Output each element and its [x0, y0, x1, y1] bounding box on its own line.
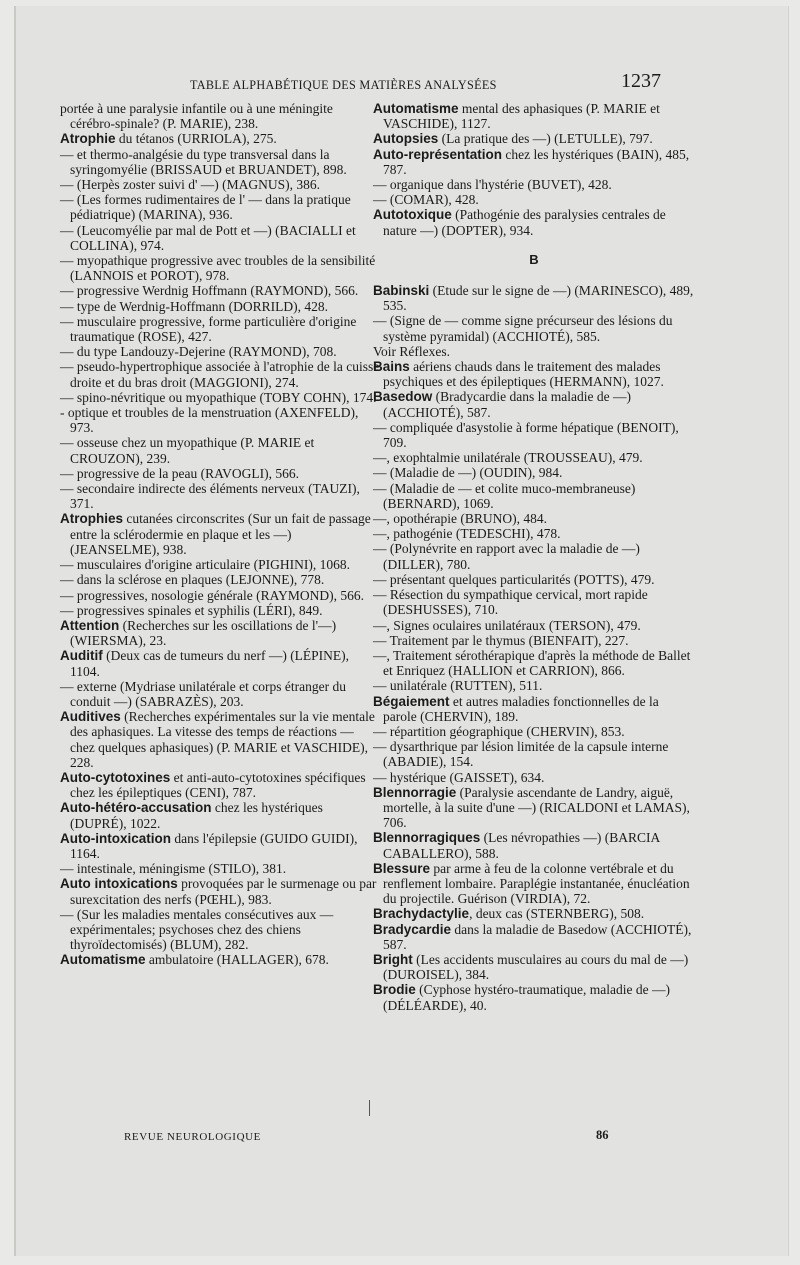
index-entry — [60, 131, 380, 146]
entry-keyword: Blessure — [373, 860, 431, 876]
entry-keyword: Brachydactylie — [373, 906, 470, 922]
column-divider — [369, 1100, 370, 1116]
entry-keyword: Brodie — [373, 982, 416, 998]
entry-text: (Les accidents musculaires au cours du mal de —) (DUROISEL), 384. — [383, 951, 689, 983]
entry-text: —, Traitement sérothérapique d'après la méthode de Ballet et Enriquez (HALLION et CARRION), 866. — [373, 647, 691, 679]
entry-text: — présentant quelques particularités (POTTS), 479. — [373, 571, 655, 587]
entry-text: — (Polynévrite en rapport avec la maladie de —) (DILLER), 780. — [373, 541, 640, 572]
entry-text: — myopathique progressive avec troubles de la sensibilité (LANNOIS et POROT), 978. — [60, 253, 376, 284]
entry-text: — spino-névritique ou myopathique (TOBY COHN), 174. — [60, 389, 377, 405]
index-entry — [373, 982, 695, 1012]
entry-text: dans l'épilepsie (GUIDO GUIDI), 1164. — [70, 830, 358, 861]
entry-text: — hystérique (GAISSET), 634. — [373, 769, 545, 785]
entry-text: — (Herpès zoster suivi d' —) (MAGNUS), 386. — [60, 177, 321, 193]
entry-text: et autres maladies fonctionnelles de la parole (CHERVIN), 189. — [383, 693, 659, 724]
index-entry — [60, 223, 380, 253]
entry-text: (Deux cas de tumeurs du nerf —) (LÉPINE), 1104. — [70, 648, 350, 679]
entry-text: — externe (Mydriase unilatérale et corps étranger du conduit —) (SABRAZÈS), 203. — [60, 678, 346, 709]
index-entry — [60, 679, 380, 709]
entry-text: — (Sur les maladies mentales consécutives aux — expérimentales; psychoses chez des chiens thyroïdectomisés) (BLUM), 282. — [60, 906, 334, 953]
entry-keyword: Bradycardie — [373, 921, 452, 937]
index-entry — [373, 922, 695, 952]
entry-text: — progressives spinales et syphilis (LÉRI), 849. — [60, 602, 323, 618]
index-entry — [373, 830, 695, 860]
entry-text: — (Les formes rudimentaires de l' — dans la pratique pédiatrique) (MARINA), 936. — [60, 192, 351, 223]
section-letter: B — [529, 251, 539, 267]
index-entry — [60, 101, 380, 131]
entry-text: — progressives, nosologie générale (RAYMOND), 566. — [60, 587, 364, 603]
entry-keyword: Auto-représentation — [373, 146, 503, 162]
index-entry — [373, 283, 695, 313]
entry-text: —, exophtalmie unilatérale (TROUSSEAU), 479. — [373, 450, 643, 466]
entry-text: — secondaire indirecte des éléments nerveux (TAUZI), 371. — [60, 481, 360, 512]
index-entry — [373, 678, 695, 693]
entry-text: (La pratique des —) (LETULLE), 797. — [438, 131, 653, 147]
entry-keyword: Autopsies — [373, 131, 439, 147]
entry-keyword: Bains — [373, 359, 410, 375]
entry-text: (Etude sur le signe de —) (MARINESCO), 489, 535. — [383, 283, 694, 314]
entry-text: (Recherches expérimentales sur la vie mentale des aphasiques. La vitesse des temps de réactions — chez quelques aphasiques) (P. MARIE et VASCHIDE), 228. — [70, 709, 375, 770]
entry-text: du tétanos (URRIOLA), 275. — [115, 131, 277, 147]
index-entry — [373, 739, 695, 769]
running-title: TABLE ALPHABÉTIQUE DES MATIÈRES ANALYSÉES — [190, 78, 497, 92]
index-entry — [373, 192, 695, 207]
index-entry — [60, 861, 380, 876]
index-entry — [373, 906, 695, 921]
index-entry — [373, 344, 695, 359]
index-entry — [373, 526, 695, 541]
index-entry — [373, 101, 695, 131]
entry-text: — (Maladie de —) (OUDIN), 984. — [373, 465, 563, 481]
index-entry — [60, 831, 380, 861]
page-number: 1237 — [621, 70, 661, 92]
entry-keyword: Auditives — [60, 709, 121, 725]
entry-text: (Pathogénie des paralysies centrales de nature —) (DOPTER), 934. — [383, 207, 666, 238]
entry-text: Voir Réflexes. — [373, 343, 450, 359]
entry-text: — (Maladie de — et colite muco-membraneuse) (BERNARD), 1069. — [373, 480, 636, 511]
right-column-top — [373, 101, 695, 238]
entry-text: chez les hystériques (DUPRÉ), 1022. — [70, 800, 323, 831]
footer-journal: REVUE NEUROLOGIQUE — [124, 1131, 261, 1143]
index-entry — [373, 694, 695, 724]
index-entry — [60, 344, 380, 359]
entry-text: — du type Landouzy-Dejerine (RAYMOND), 708. — [60, 344, 337, 360]
entry-text: — osseuse chez un myopathique (P. MARIE et CROUZON), 239. — [60, 435, 315, 466]
index-entry — [373, 770, 695, 785]
entry-text: ambulatoire (HALLAGER), 678. — [145, 952, 329, 968]
entry-text: — musculaire progressive, forme particulière d'origine traumatique (ROSE), 427. — [60, 313, 357, 345]
entry-text: —, opothérapie (BRUNO), 484. — [373, 511, 547, 527]
index-entry — [60, 588, 380, 603]
entry-text: — et thermo-analgésie du type transversal dans la syringomyélie (BRISSAUD et BRUANDET), 898. — [60, 146, 347, 177]
entry-text: (Bradycardie dans la maladie de —) (ACCHIOTÉ), 587. — [383, 389, 631, 420]
entry-text: provoquées par le surmenage ou par surexcitation des nerfs (PŒHL), 983. — [70, 876, 377, 907]
entry-text: (Les névropathies —) (BARCIA CABALLERO), 588. — [383, 830, 660, 861]
entry-keyword: Bright — [373, 951, 413, 967]
entry-text: (Recherches sur les oscillations de l'—) (WIERSMA), 23. — [70, 617, 337, 649]
index-entry — [60, 405, 380, 435]
footer-signature: 86 — [596, 1128, 609, 1142]
entry-text: — Résection du sympathique cervical, mort rapide (DESHUSSES), 710. — [373, 587, 648, 618]
index-entry — [373, 541, 695, 571]
index-entry — [60, 648, 380, 678]
left-column — [60, 101, 380, 968]
entry-keyword: Attention — [60, 617, 120, 633]
index-entry — [60, 299, 380, 314]
entry-keyword: Atrophie — [60, 131, 116, 147]
index-entry — [373, 465, 695, 480]
entry-text: aériens chauds dans le traitement des malades psychiques et des épileptiques (HERMANN), 1027. — [383, 359, 664, 390]
index-entry — [373, 952, 695, 982]
entry-text: portée à une paralysie infantile ou à une méningite cérébro-spinale? (P. MARIE), 238. — [60, 101, 333, 132]
entry-text: (Paralysie ascendante de Landry, aiguë, mortelle, à la suite d'une —) (RICALDONI et LAMAS), 706. — [383, 784, 690, 831]
entry-text: — dans la sclérose en plaques (LEJONNE), 778. — [60, 572, 325, 588]
index-entry — [60, 511, 380, 557]
entry-keyword: Automatisme — [60, 952, 146, 968]
entry-text: — dysarthrique par lésion limitée de la capsule interne (ABADIE), 154. — [373, 739, 669, 770]
entry-keyword: Automatisme — [373, 101, 459, 116]
index-entry — [60, 466, 380, 481]
index-entry — [60, 907, 380, 953]
entry-text: cutanées circonscrites (Sur un fait de passage entre la sclérodermie en plaque et les —) (JEANSELME), 938. — [70, 511, 371, 557]
index-entry — [373, 861, 695, 907]
entry-text: — intestinale, méningisme (STILO), 381. — [60, 861, 287, 877]
index-entry — [60, 876, 380, 906]
index-entry — [373, 450, 695, 465]
entry-text: - optique et troubles de la menstruation (AXENFELD), 973. — [60, 405, 359, 436]
entry-text: — musculaires d'origine articulaire (PIGHINI), 1068. — [60, 557, 350, 573]
index-entry — [60, 283, 380, 298]
page-header — [0, 68, 800, 96]
entry-text: — type de Werdnig-Hoffmann (DORRILD), 428. — [60, 298, 328, 314]
index-entry — [373, 177, 695, 192]
index-entry — [373, 481, 695, 511]
index-entry — [373, 147, 695, 177]
index-entry — [373, 511, 695, 526]
index-entry — [60, 770, 380, 800]
index-entry — [60, 390, 380, 405]
index-entry — [373, 313, 695, 343]
entry-text: par arme à feu de la colonne vertébrale et du renflement lombaire. Paraplégie instantanée, énucléation du projectile. Guérison (VIRDIA), 72. — [383, 860, 690, 907]
right-column — [373, 101, 695, 1013]
index-entry — [373, 207, 695, 237]
index-entry — [60, 481, 380, 511]
index-entry — [373, 131, 695, 146]
entry-text: mental des aphasiques (P. MARIE et VASCHIDE), 1127. — [383, 101, 660, 132]
index-entry — [373, 572, 695, 587]
entry-keyword: Blennorragie — [373, 784, 457, 800]
index-entry — [60, 435, 380, 465]
index-entry — [60, 603, 380, 618]
entry-text: — unilatérale (RUTTEN), 511. — [373, 678, 543, 694]
entry-text: — répartition géographique (CHERVIN), 853. — [373, 723, 625, 739]
entry-text: et anti-auto-cytotoxines spécifiques chez les épileptiques (CENI), 787. — [70, 769, 366, 801]
entry-keyword: Auto-intoxication — [60, 830, 171, 846]
entry-keyword: Autotoxique — [373, 207, 452, 223]
entry-text: — Traitement par le thymus (BIENFAIT), 227. — [373, 632, 629, 648]
index-entry — [60, 572, 380, 587]
index-entry — [373, 420, 695, 450]
index-entry — [60, 618, 380, 648]
entry-text: dans la maladie de Basedow (ACCHIOTÉ), 587. — [383, 921, 692, 952]
index-entry — [60, 253, 380, 283]
index-entry — [373, 618, 695, 633]
entry-keyword: Basedow — [373, 389, 433, 405]
entry-keyword: Bégaiement — [373, 693, 450, 709]
entry-keyword: Blennorragiques — [373, 830, 481, 846]
entry-text: — progressive Werdnig Hoffmann (RAYMOND), 566. — [60, 283, 359, 299]
entry-text: — organique dans l'hystérie (BUVET), 428. — [373, 177, 612, 193]
index-entry — [373, 587, 695, 617]
entry-text: — progressive de la peau (RAVOGLI), 566. — [60, 465, 299, 481]
entry-text: — pseudo-hypertrophique associée à l'atrophie de la cuisse droite et du bras droit (MAGGIONI), 274. — [60, 359, 380, 390]
entry-text: , deux cas (STERNBERG), 508. — [469, 906, 645, 922]
index-entry — [60, 314, 380, 344]
index-entry — [60, 147, 380, 177]
index-entry — [373, 359, 695, 389]
entry-keyword: Auto-hétéro-accusation — [60, 800, 212, 816]
index-entry — [60, 359, 380, 389]
right-column-bottom — [373, 283, 695, 1013]
index-entry — [373, 648, 695, 678]
entry-text: — (Signe de — comme signe précurseur des lésions du système pyramidal) (ACCHIOTÉ), 585. — [373, 313, 673, 344]
index-entry — [373, 633, 695, 648]
entry-keyword: Atrophies — [60, 511, 124, 527]
entry-text: — (Leucomyélie par mal de Pott et —) (BACIALLI et COLLINA), 974. — [60, 222, 356, 253]
index-entry — [373, 724, 695, 739]
entry-text: — compliquée d'asystolie à forme hépatique (BENOIT), 709. — [373, 419, 679, 451]
index-entry — [60, 952, 380, 967]
index-entry — [60, 177, 380, 192]
index-entry — [60, 557, 380, 572]
index-entry — [60, 709, 380, 770]
index-entry — [60, 192, 380, 222]
entry-keyword: Auditif — [60, 648, 103, 664]
index-entry — [373, 785, 695, 831]
entry-keyword: Auto-cytotoxines — [60, 769, 171, 785]
entry-text: chez les hystériques (BAIN), 485, 787. — [383, 146, 690, 177]
index-entry — [60, 800, 380, 830]
entry-keyword: Auto intoxications — [60, 876, 178, 892]
entry-text: — (COMAR), 428. — [373, 192, 479, 208]
index-entry — [373, 389, 695, 419]
entry-text: —, pathogénie (TEDESCHI), 478. — [373, 526, 561, 542]
entry-text: (Cyphose hystéro-traumatique, maladie de —) (DÉLÉARDE), 40. — [383, 982, 670, 1013]
entry-keyword: Babinski — [373, 283, 430, 299]
entry-text: —, Signes oculaires unilatéraux (TERSON), 479. — [373, 617, 641, 633]
